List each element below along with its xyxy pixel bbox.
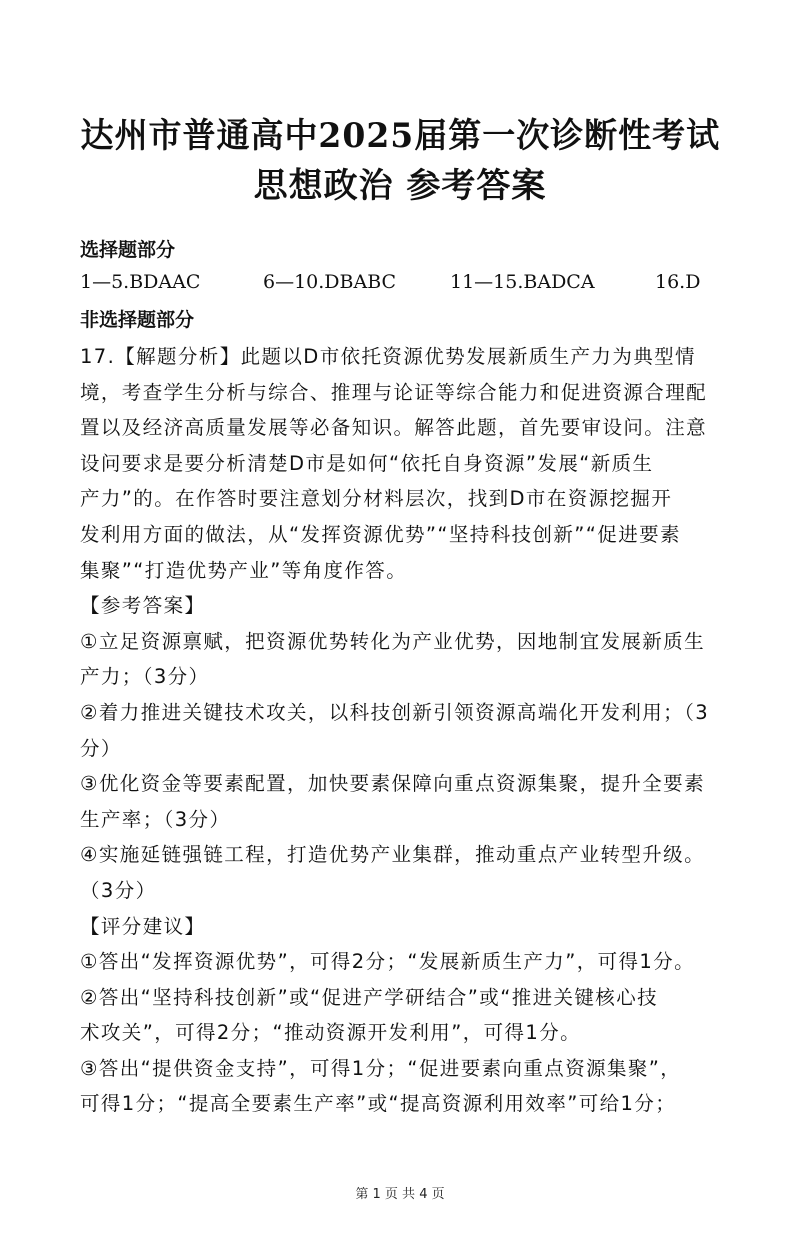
body-line: 17.【解题分析】此题以D市依托资源优势发展新质生产力为典型情	[80, 345, 696, 368]
answer-16: 16.D	[655, 271, 701, 293]
body-line: 设问要求是要分析清楚D市是如何“依托自身资源”发展“新质生	[80, 451, 654, 475]
document-title-line1: 达州市普通高中2025届第一次诊断性考试	[80, 116, 720, 156]
reference-answer-heading: 【参考答案】	[80, 594, 206, 618]
body-line: ④实施延链强链工程，打造优势产业集群，推动重点产业转型升级。	[80, 843, 705, 867]
body-line: 集聚”“打造优势产业”等角度作答。	[80, 558, 408, 582]
body-line: ①答出“发挥资源优势”，可得2分；“发展新质生产力”，可得1分。	[80, 950, 696, 974]
page-number-footer: 第 1 页 共 4 页	[355, 1187, 445, 1202]
body-line: 术攻关”，可得2分；“推动资源开发利用”，可得1分。	[80, 1021, 582, 1045]
answer-group-6-10: 6—10.DBABC	[263, 271, 397, 293]
body-line: 分）	[80, 736, 122, 760]
body-line: ③优化资金等要素配置，加快要素保障向重点资源集聚，提升全要素	[80, 772, 705, 796]
body-line: 境，考查学生分析与综合、推理与论证等综合能力和促进资源合理配	[80, 380, 708, 404]
scoring-suggestion-heading: 【评分建议】	[80, 914, 206, 938]
nonchoice-section-heading: 非选择题部分	[80, 309, 195, 331]
answer-group-11-15: 11—15.BADCA	[450, 271, 595, 293]
body-line: 置以及经济高质量发展等必备知识。解答此题，首先要审设问。注意	[80, 416, 708, 440]
answer-group-1-5: 1—5.BDAAC	[80, 271, 201, 293]
choice-answers-row	[80, 271, 700, 297]
body-line: ③答出“提供资金支持”，可得1分；“促进要素向重点资源集聚”，	[80, 1056, 682, 1080]
body-line: 生产率；（3分）	[80, 807, 231, 831]
choice-section-heading: 选择题部分	[80, 239, 176, 261]
question-17-answer-body	[80, 339, 720, 1122]
document-title-line2: 思想政治 参考答案	[253, 166, 547, 206]
body-line: ②着力推进关键技术攻关，以科技创新引领资源高端化开发利用；（3	[80, 700, 710, 724]
body-line: 发利用方面的做法，从“发挥资源优势”“坚持科技创新”“促进要素	[80, 522, 681, 546]
body-line: 可得1分；“提高全要素生产率”或“提高资源利用效率”可给1分；	[80, 1092, 677, 1116]
body-line: ②答出“坚持科技创新”或“促进产学研结合”或“推进关键核心技	[80, 985, 658, 1009]
body-line: 产力；（3分）	[80, 665, 210, 689]
body-line: ①立足资源禀赋，把资源优势转化为产业优势，因地制宜发展新质生	[80, 629, 705, 653]
body-line: 产力”的。在作答时要注意划分材料层次，找到D市在资源挖掘开	[80, 487, 673, 511]
body-line: （3分）	[80, 878, 157, 902]
